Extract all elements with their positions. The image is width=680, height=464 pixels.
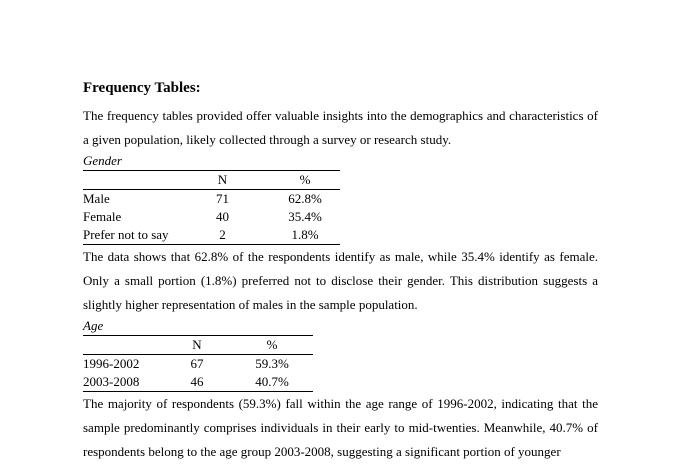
row-percent: 35.4% bbox=[288, 209, 322, 224]
header-percent: % bbox=[231, 336, 313, 355]
row-count: 2 bbox=[219, 227, 226, 242]
row-percent: 1.8% bbox=[291, 227, 319, 242]
intro-paragraph: The frequency tables provided offer valuable insights into the demographics and characteristics of a given population, likely collected through a survey or research study. bbox=[83, 108, 598, 147]
row-percent: 40.7% bbox=[255, 374, 289, 389]
table-row bbox=[83, 226, 340, 245]
age-table-caption: Age bbox=[83, 318, 104, 333]
row-label: 1996-2002 bbox=[83, 356, 140, 371]
row-count: 46 bbox=[190, 374, 204, 389]
row-count: 67 bbox=[190, 356, 204, 371]
row-percent: 59.3% bbox=[255, 356, 289, 371]
row-label: Female bbox=[83, 209, 122, 224]
table-row bbox=[83, 190, 340, 209]
age-paragraph: The majority of respondents (59.3%) fall within the age range of 1996-2002, indicating that the sample predominantly comprises individuals in their early to mid-twenties. Meanwhile, 40.7% of respondents belong to the age group 2003-2008, suggesting a significant portion of younger bbox=[83, 396, 598, 459]
table-row bbox=[83, 373, 313, 392]
row-label: Male bbox=[83, 191, 110, 206]
row-percent: 62.8% bbox=[288, 191, 322, 206]
header-blank bbox=[83, 336, 163, 355]
gender-table-caption: Gender bbox=[83, 153, 122, 168]
section-heading: Frequency Tables: bbox=[83, 80, 201, 96]
row-label: Prefer not to say bbox=[83, 227, 169, 242]
header-percent: % bbox=[270, 171, 340, 190]
row-count: 40 bbox=[216, 209, 229, 224]
gender-paragraph: The data shows that 62.8% of the respondents identify as male, while 35.4% identify as female. Only a small portion (1.8%) preferred not to disclose their gender. This distribution suggests a slightly higher representation of males in the sample population. bbox=[83, 249, 598, 312]
age-frequency-table bbox=[83, 335, 313, 392]
table-header-row bbox=[83, 171, 340, 190]
gender-frequency-table bbox=[83, 170, 340, 245]
document-page bbox=[83, 78, 598, 464]
table-row bbox=[83, 355, 313, 374]
header-n: N bbox=[163, 336, 231, 355]
header-n: N bbox=[175, 171, 270, 190]
table-row bbox=[83, 208, 340, 226]
header-blank bbox=[83, 171, 175, 190]
row-label: 2003-2008 bbox=[83, 374, 140, 389]
table-header-row bbox=[83, 336, 313, 355]
row-count: 71 bbox=[216, 191, 229, 206]
